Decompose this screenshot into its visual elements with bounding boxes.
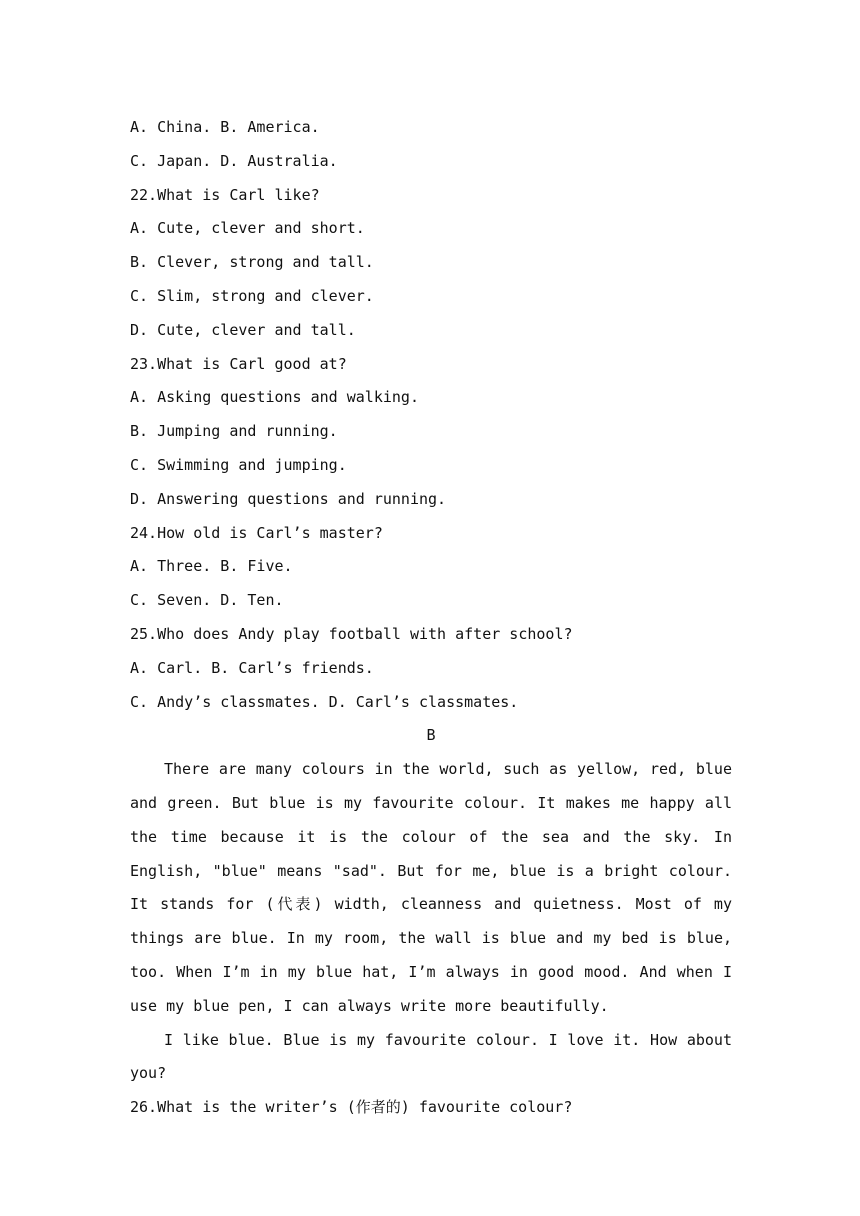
option-line: A. Asking questions and walking. [130, 388, 419, 407]
question-22: 22.What is Carl like? [130, 185, 320, 204]
document-page [130, 111, 732, 1125]
option-line: B. Clever, strong and tall. [130, 253, 374, 272]
option-line: C. Andy’s classmates. D. Carl’s classmates. [130, 692, 519, 711]
option-line: D. Cute, clever and tall. [130, 320, 356, 339]
option-line: A. Carl. B. Carl’s friends. [130, 658, 374, 677]
question-24: 24.How old is Carl’s master? [130, 523, 383, 542]
question-23: 23.What is Carl good at? [130, 354, 347, 373]
section-heading: B [426, 726, 436, 745]
option-line: D. Answering questions and running. [130, 489, 447, 508]
option-line: A. Three. B. Five. [130, 557, 293, 576]
option-line: C. Slim, strong and clever. [130, 286, 374, 305]
option-line: C. Seven. D. Ten. [130, 591, 284, 610]
option-line: C. Swimming and jumping. [130, 455, 347, 474]
option-line: A. China. B. America. [130, 118, 320, 136]
option-line: B. Jumping and running. [130, 422, 338, 441]
question-26: 26.What is the writer’s (作者的) favourite colour? [130, 1098, 573, 1117]
passage-paragraph-2: I like blue. Blue is my favourite colour. I love it. How about you? [130, 1030, 732, 1083]
section-b [130, 719, 732, 1125]
option-line: C. Japan. D. Australia. [130, 151, 338, 170]
question-25: 25.Who does Andy play football with after school? [130, 624, 573, 643]
option-line: A. Cute, clever and short. [130, 219, 365, 238]
question-list-part-a [130, 111, 732, 719]
passage-paragraph-1: There are many colours in the world, such as yellow, red, blue and green. But blue is my favourite colour. It makes me happy all the time because it is the colour of the sea and the sky. In English, "blue" means "sad". But for me, blue is a bright colour. It stands for (代表) width, cleanness and quietness. Most of my things are blue. In my room, the wall is blue and my bed is blue, too. When I’m in my blue hat, I’m always in good mood. And when I use my blue pen, I can always write more beautifully. [130, 760, 732, 1015]
